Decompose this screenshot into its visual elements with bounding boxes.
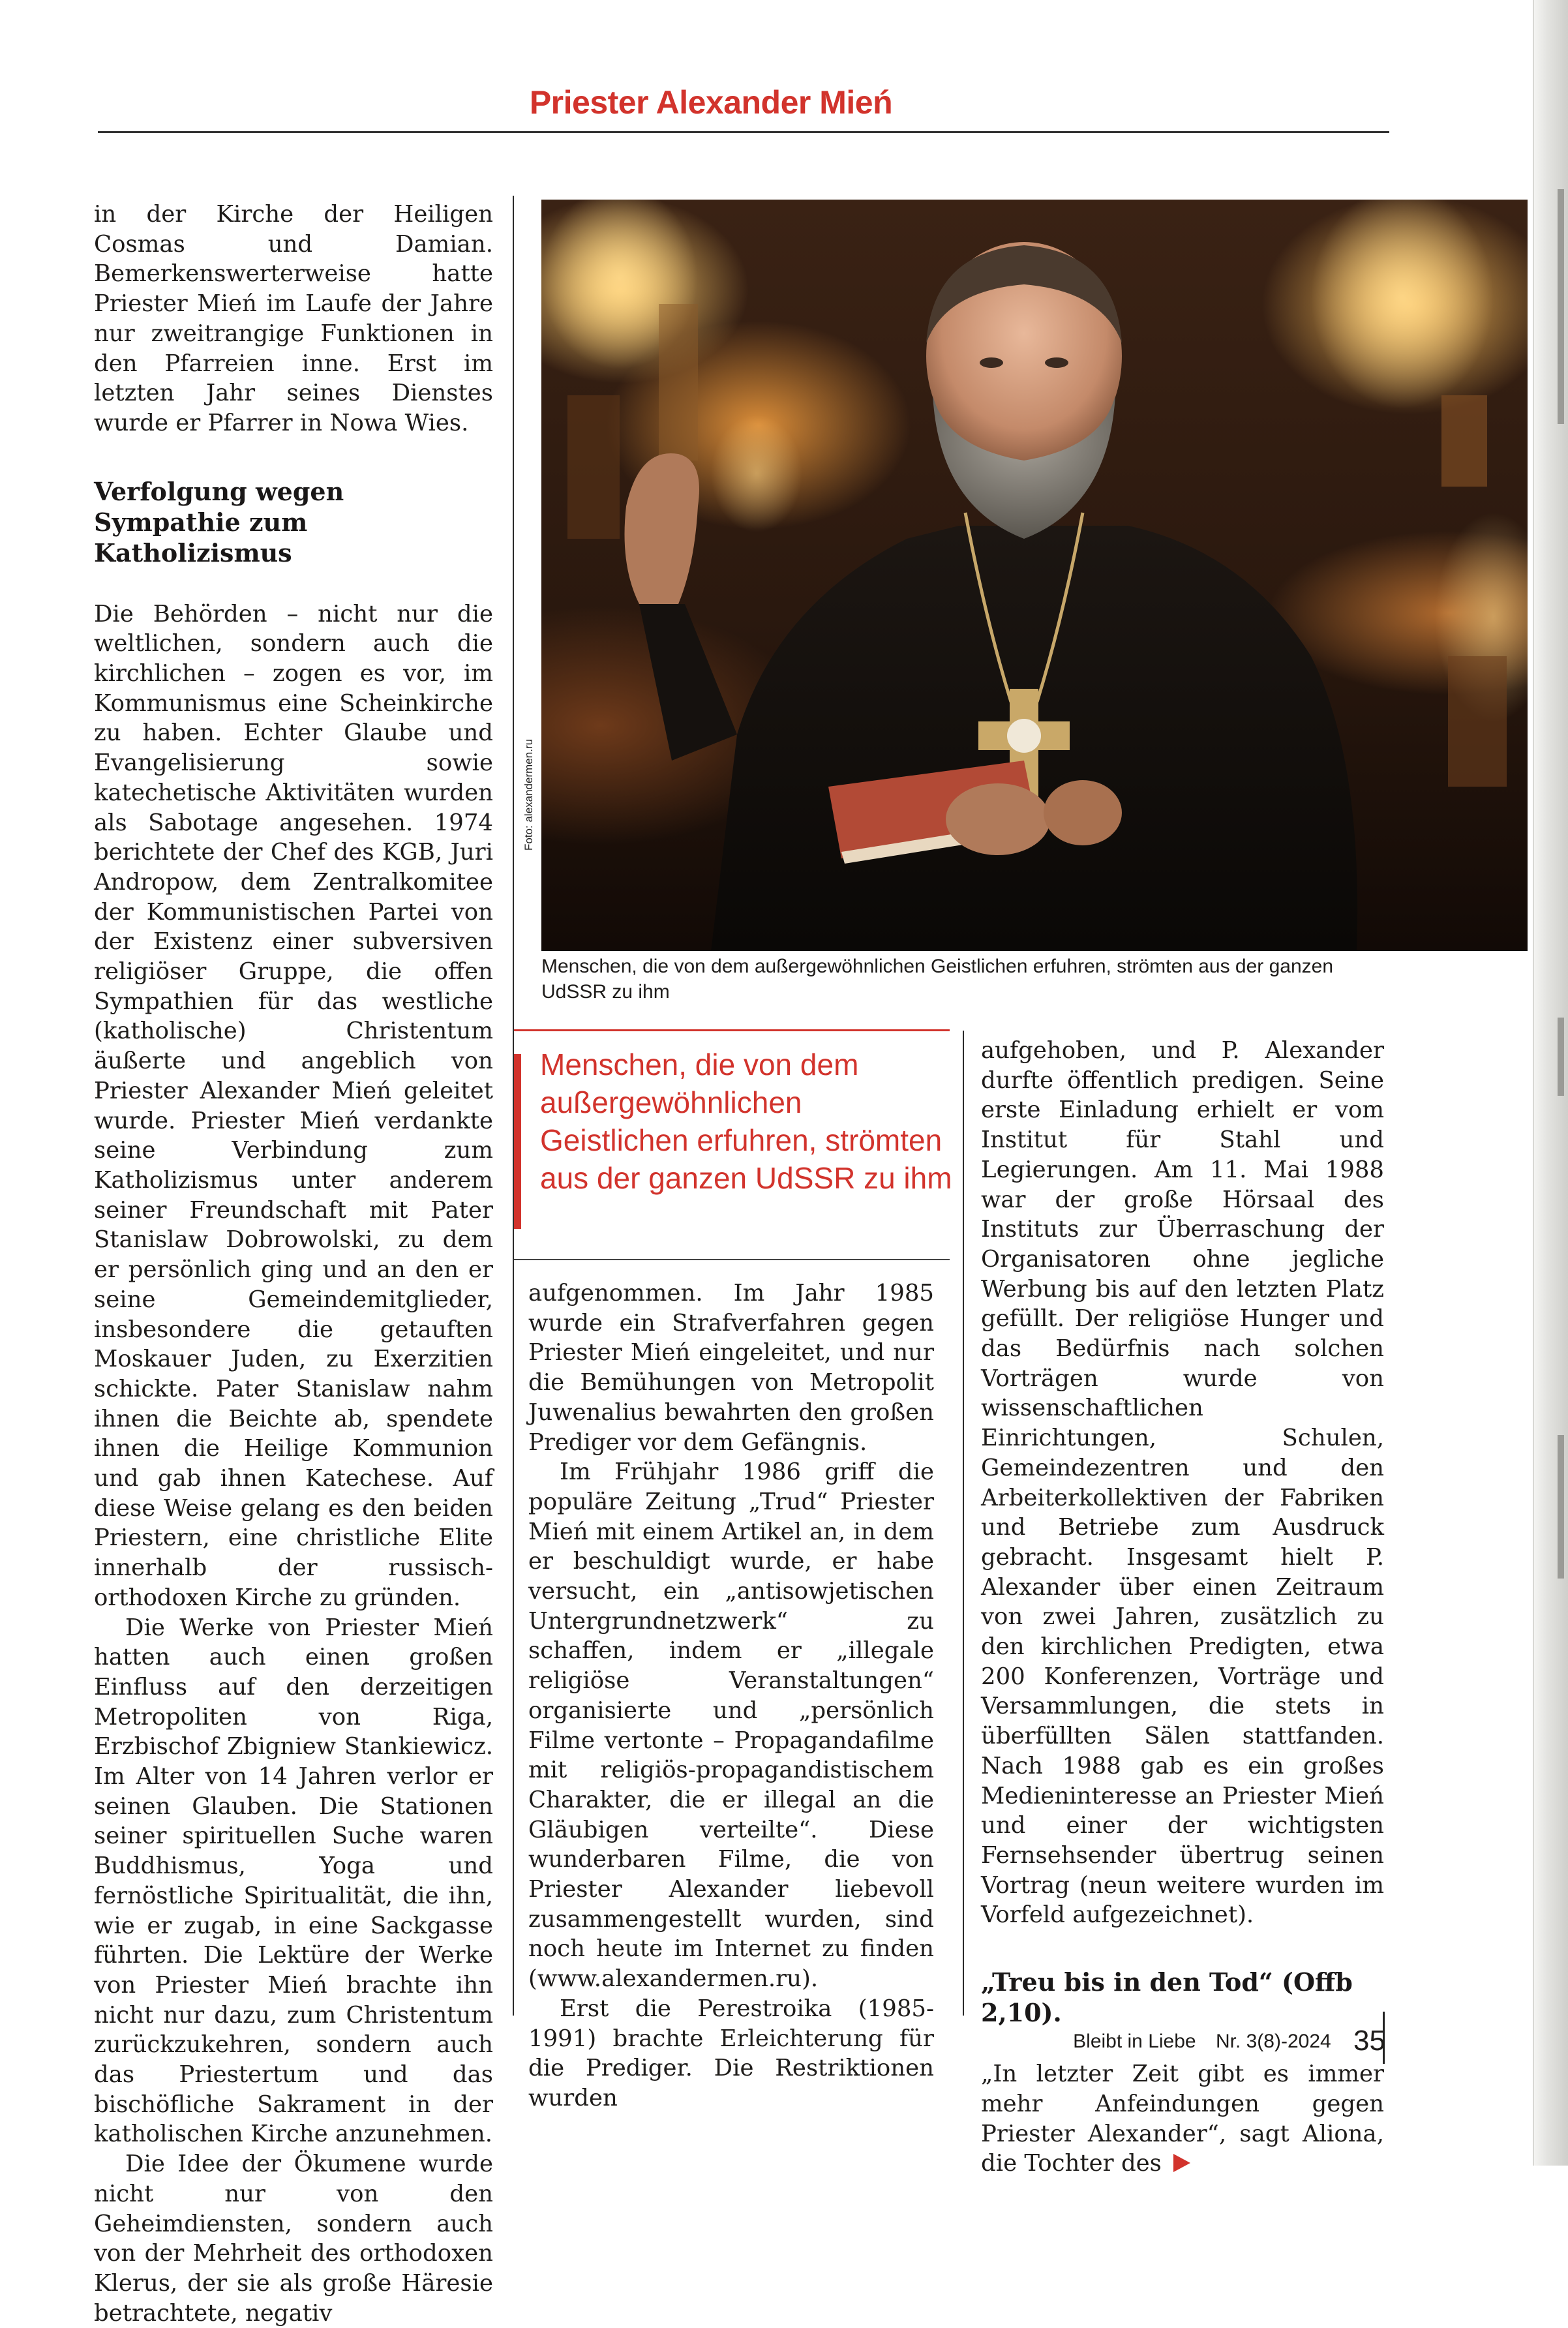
page-number: 35 (1353, 2025, 1385, 2057)
pullquote-accent-bar (514, 1054, 521, 1229)
paragraph: aufgenommen. Im Jahr 1985 wurde ein Strafverfahren gegen Priester Mień eingeleitet, und nur die Bemühungen von Metropolit Juwenalius bewahrten den großen Prediger vor dem Gefängnis. (528, 1280, 934, 1456)
paragraph: Die Behörden – nicht nur die weltlichen, sondern auch die kirchlichen – zogen es vor, im Kommunismus eine Scheinkirche zu haben. Echter Glaube und Evangelisierung sowie katechetische Aktivitäten wurden als Sabotage angesehen. 1974 berichtete der Chef des KGB, Juri Andropow, dem Zentralkomitee der Kommunistischen Partei von der Existenz einer subversiven religiöser Gruppe, die offen Sympathien für das westliche (katholische) Christentum äußerte und angeblich von Priester Alexander Mień geleitet wurde. Priester Mień verdankte seine Verbindung zum Katholizismus unter anderem seiner Freundschaft mit Pater Stanislaw Dobrowolski, zu dem er persönlich ging und an den er seine Gemeindemitglieder, insbesondere die getauften Moskauer Juden, zu Exerzitien schickte. Pater Stanislaw nahm ihnen die Beichte ab, spendete ihnen die Heilige Kommunion und gab ihnen Katechese. Auf diese Weise gelang es den beiden Priestern, eine christliche Elite innerhalb der russisch-orthodoxen Kirche zu gründen. (94, 600, 493, 1611)
article-column-3 (981, 1036, 1384, 2179)
photo-caption: Menschen, die von dem außergewöhnlichen Geistlichen erfuhren, strömten aus der ganzen UdSSR zu ihm (541, 956, 1334, 1003)
column-divider (963, 1031, 964, 2016)
magazine-name: Bleibt in Liebe (1073, 2031, 1196, 2052)
adjacent-page-edge (1533, 0, 1568, 2166)
paragraph: in der Kirche der Heiligen Cosmas und Damian. Bemerkenswerterweise hatte Priester Mień im Laufe der Jahre nur zweitrangige Funktionen in den Pfarreien inne. Erst im letzten Jahr seines Dienstes wurde er Pfarrer in Nowa Wies. (94, 201, 493, 436)
page-edge-mark (1558, 1435, 1564, 1579)
continue-arrow-icon (1173, 2154, 1190, 2172)
paragraph: Erst die Perestroika (1985-1991) brachte Erleichterung für die Prediger. Die Restriktionen wurden (528, 1995, 934, 2111)
paragraph: Im Frühjahr 1986 griff die populäre Zeitung „Trud“ Priester Mień mit einem Artikel an, in dem er beschuldigt wurde, er habe versucht, ein „antisowjetischen Untergrundnetzwerk“ zu schaffen, indem er „illegale religiöse Veranstaltungen“ organisierte und „persönlich Filme vertonte – Propagandafilme mit religiös-propagandistischem Charakter, die er illegal an die Gläubigen verteilte“. Diese wunderbaren Filme, die von Priester Alexander liebevoll zusammengestellt wurden, sind noch heute im Internet zu finden (www.alexandermen.ru). (528, 1459, 934, 1993)
article-column-2 (528, 1278, 934, 2113)
section-heading: Verfolgung wegen Sympathie zum Katholizismus (94, 476, 344, 567)
paragraph: Die Idee der Ökumene wurde nicht nur von den Geheimdiensten, sondern auch von der Mehrheit des orthodoxen Klerus, der sie als große Häresie betrachtete, negativ (94, 2151, 493, 2327)
page-edge-mark (1558, 189, 1564, 424)
section-heading: „Treu bis in den Tod“ (Offb 2,10). (981, 1967, 1353, 2028)
paragraph (981, 2059, 1384, 2179)
pullquote: Menschen, die von dem außergewöhnlichen Geistlichen erfuhren, strömten aus der ganzen UdSSR zu ihm (540, 1048, 952, 1195)
paragraph: aufgehoben, und P. Alexander durfte öffentlich predigen. Seine erste Einladung erhielt er vom Institut für Stahl und Legierungen. Am 11. Mai 1988 war der große Hörsaal des Instituts zur Überraschung der Organisatoren ohne jegliche Werbung bis auf den letzten Platz gefüllt. Der religiöse Hunger und das Bedürfnis nach solchen Vorträgen wurde von wissenschaftlichen Einrichtungen, Schulen, Gemeindezentren und den Arbeiterkollektiven der Fabriken und Betriebe zum Ausdruck gebracht. Insgesamt hielt P. Alexander über einen Zeitraum von zwei Jahren, zusätzlich zu den kirchlichen Predigten, etwa 200 Konferenzen, Vorträge und Versammlungen, die stets in überfüllten Sälen stattfanden. Nach 1988 gab es ein großes Medieninteresse an Priester Mień und einer der wichtigsten Fernsehsender übertrug seinen Vortrag (neun weitere wurden im Vorfeld aufgezeichnet). (981, 1037, 1384, 1929)
page-footer (1073, 2025, 1385, 2058)
priest-portrait-illustration (541, 200, 1528, 951)
paragraph-text: „In letzter Zeit gibt es immer mehr Anfeindungen gegen Priester Alexander“, sagt Aliona, die Tochter des (981, 2061, 1384, 2177)
page-edge-mark (1558, 1018, 1564, 1096)
pullquote-top-rule (514, 1029, 950, 1031)
header-rule (98, 131, 1389, 133)
article-column-1 (94, 200, 493, 2328)
article-photo (541, 200, 1528, 951)
photo-credit: Foto: alexandermen.ru (522, 738, 535, 851)
paragraph: Die Werke von Priester Mień hatten auch einen großen Einfluss auf den derzeitigen Metropoliten von Riga, Erzbischof Zbigniew Stankiewicz. Im Alter von 14 Jahren verlor er seinen Glauben. Die Stationen seiner spirituellen Suche waren Buddhismus, Yoga und fernöstliche Spiritualität, die ihn, wie er zugab, in eine Sackgasse führten. Die Lektüre der Werke von Priester Mień brachte ihn nicht nur dazu, zum Christentum zurückzukehren, sondern auch das Priestertum und das bischöfliche Sakrament in der katholischen Kirche anzunehmen. (94, 1614, 493, 2148)
issue-number: Nr. 3(8)-2024 (1215, 2031, 1331, 2052)
running-header: Priester Alexander Mień (529, 84, 893, 121)
pullquote-bottom-rule (514, 1259, 950, 1260)
